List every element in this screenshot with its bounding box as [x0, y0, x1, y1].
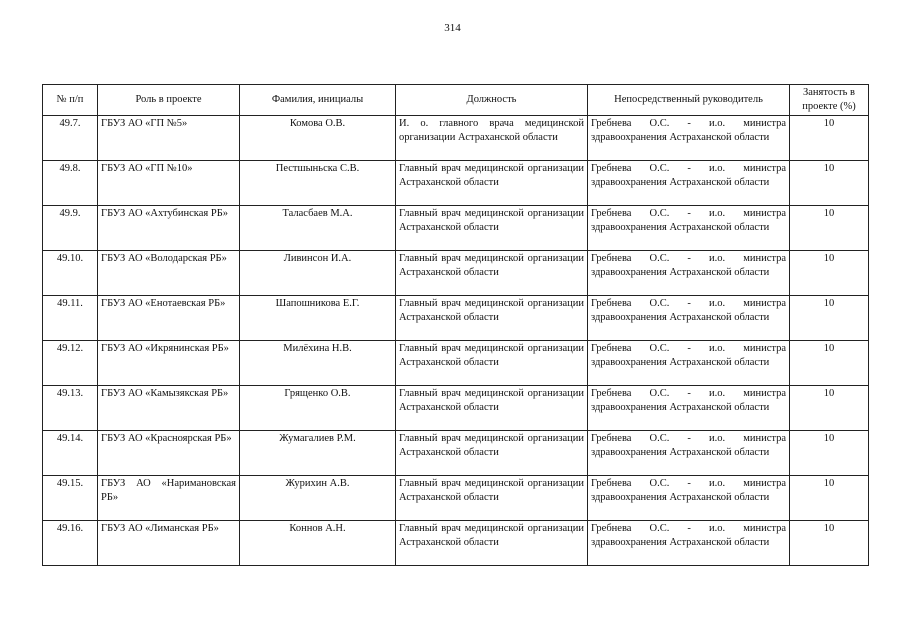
row-supervisor: Гребнева О.С. - и.о. министра здравоохранения Астраханской области — [588, 386, 790, 431]
row-supervisor: Гребнева О.С. - и.о. министра здравоохранения Астраханской области — [588, 431, 790, 476]
row-number: 49.9. — [43, 206, 98, 251]
row-role: ГБУЗ АО «Володарская РБ» — [98, 251, 240, 296]
row-number: 49.14. — [43, 431, 98, 476]
row-supervisor: Гребнева О.С. - и.о. министра здравоохранения Астраханской области — [588, 341, 790, 386]
table-row — [43, 521, 869, 566]
header-load: Занятость в проекте (%) — [790, 85, 869, 116]
table-row — [43, 206, 869, 251]
row-name: Грященко О.В. — [240, 386, 396, 431]
row-number: 49.7. — [43, 116, 98, 161]
row-supervisor: Гребнева О.С. - и.о. министра здравоохранения Астраханской области — [588, 296, 790, 341]
row-name: Журихин А.В. — [240, 476, 396, 521]
table-header-row — [43, 85, 869, 116]
table-row — [43, 386, 869, 431]
row-load: 10 — [790, 341, 869, 386]
row-role: ГБУЗ АО «Наримановская РБ» — [98, 476, 240, 521]
row-name: Милёхина Н.В. — [240, 341, 396, 386]
row-number: 49.16. — [43, 521, 98, 566]
row-supervisor: Гребнева О.С. - и.о. министра здравоохранения Астраханской области — [588, 116, 790, 161]
table-row — [43, 116, 869, 161]
table-row — [43, 476, 869, 521]
row-name: Пестшыньска С.В. — [240, 161, 396, 206]
row-number: 49.11. — [43, 296, 98, 341]
row-role: ГБУЗ АО «Красноярская РБ» — [98, 431, 240, 476]
row-name: Комова О.В. — [240, 116, 396, 161]
row-supervisor: Гребнева О.С. - и.о. министра здравоохранения Астраханской области — [588, 161, 790, 206]
row-number: 49.15. — [43, 476, 98, 521]
row-role: ГБУЗ АО «ГП №5» — [98, 116, 240, 161]
row-load: 10 — [790, 476, 869, 521]
row-name: Коннов А.Н. — [240, 521, 396, 566]
table-row — [43, 251, 869, 296]
row-number: 49.8. — [43, 161, 98, 206]
row-number: 49.12. — [43, 341, 98, 386]
row-name: Таласбаев М.А. — [240, 206, 396, 251]
row-number: 49.13. — [43, 386, 98, 431]
row-position: Главный врач медицинской организации Астраханской области — [396, 476, 588, 521]
header-position: Должность — [396, 85, 588, 116]
header-number: № п/п — [43, 85, 98, 116]
row-name: Ливинсон И.А. — [240, 251, 396, 296]
table-body — [43, 116, 869, 566]
row-role: ГБУЗ АО «ГП №10» — [98, 161, 240, 206]
table-row — [43, 161, 869, 206]
row-role: ГБУЗ АО «Ахтубинская РБ» — [98, 206, 240, 251]
row-supervisor: Гребнева О.С. - и.о. министра здравоохранения Астраханской области — [588, 476, 790, 521]
row-load: 10 — [790, 431, 869, 476]
table-row — [43, 296, 869, 341]
row-name: Шапошникова Е.Г. — [240, 296, 396, 341]
table-row — [43, 341, 869, 386]
row-name: Жумагалиев Р.М. — [240, 431, 396, 476]
row-role: ГБУЗ АО «Икрянинская РБ» — [98, 341, 240, 386]
row-load: 10 — [790, 116, 869, 161]
row-load: 10 — [790, 206, 869, 251]
row-number: 49.10. — [43, 251, 98, 296]
row-position: Главный врач медицинской организации Астраханской области — [396, 206, 588, 251]
row-supervisor: Гребнева О.С. - и.о. министра здравоохранения Астраханской области — [588, 521, 790, 566]
row-position: Главный врач медицинской организации Астраханской области — [396, 251, 588, 296]
table-row — [43, 431, 869, 476]
header-role: Роль в проекте — [98, 85, 240, 116]
row-load: 10 — [790, 251, 869, 296]
row-position: И. о. главного врача медицинской организации Астраханской области — [396, 116, 588, 161]
row-position: Главный врач медицинской организации Астраханской области — [396, 296, 588, 341]
row-role: ГБУЗ АО «Лиманская РБ» — [98, 521, 240, 566]
row-position: Главный врач медицинской организации Астраханской области — [396, 341, 588, 386]
row-load: 10 — [790, 296, 869, 341]
row-load: 10 — [790, 386, 869, 431]
row-supervisor: Гребнева О.С. - и.о. министра здравоохранения Астраханской области — [588, 206, 790, 251]
row-supervisor: Гребнева О.С. - и.о. министра здравоохранения Астраханской области — [588, 251, 790, 296]
row-role: ГБУЗ АО «Енотаевская РБ» — [98, 296, 240, 341]
row-position: Главный врач медицинской организации Астраханской области — [396, 431, 588, 476]
header-name: Фамилия, инициалы — [240, 85, 396, 116]
project-roles-table — [42, 84, 869, 566]
row-load: 10 — [790, 161, 869, 206]
row-load: 10 — [790, 521, 869, 566]
row-role: ГБУЗ АО «Камызякская РБ» — [98, 386, 240, 431]
page-number: 314 — [444, 22, 461, 34]
header-supervisor: Непосредственный руководитель — [588, 85, 790, 116]
row-position: Главный врач медицинской организации Астраханской области — [396, 161, 588, 206]
row-position: Главный врач медицинской организации Астраханской области — [396, 386, 588, 431]
row-position: Главный врач медицинской организации Астраханской области — [396, 521, 588, 566]
